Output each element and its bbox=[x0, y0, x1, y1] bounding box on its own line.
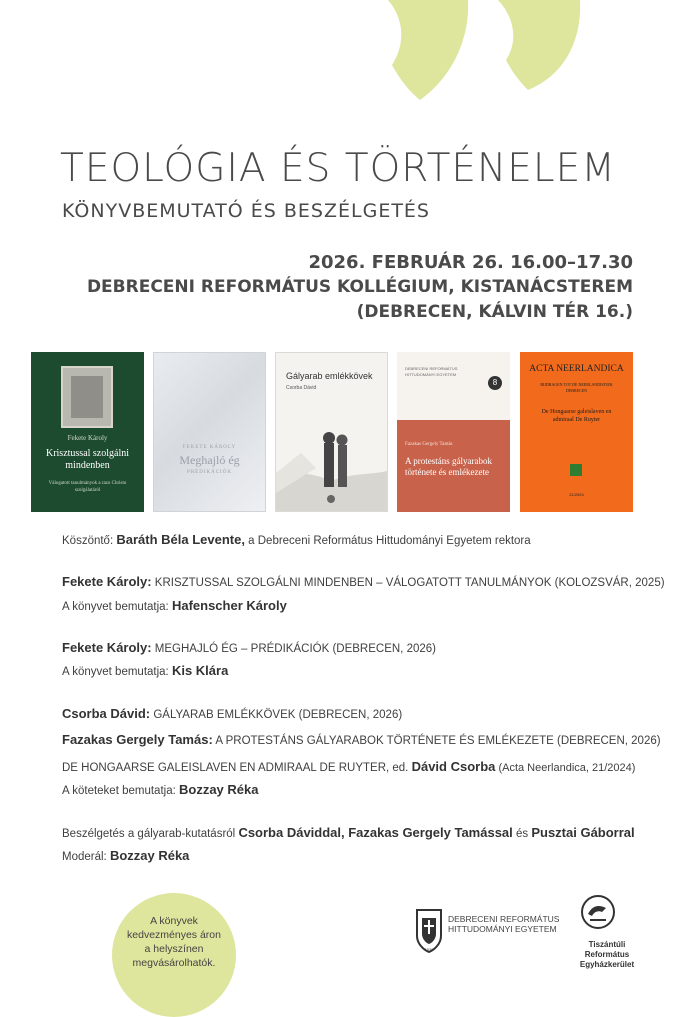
discussion-line bbox=[62, 825, 635, 840]
cover-title: ACTA NEERLANDICA bbox=[529, 364, 624, 374]
presenter-label: A könyvet bemutatja: bbox=[62, 601, 172, 613]
book4-author: Fazakas Gergely Tamás: bbox=[62, 732, 213, 747]
book1-presenter: Hafenscher Károly bbox=[171, 598, 287, 613]
moderator-line bbox=[62, 848, 189, 863]
quote-marks-decoration bbox=[0, 0, 700, 110]
book3-author: Csorba Dávid: bbox=[62, 706, 151, 721]
event-subtitle: KÖNYVBEMUTATÓ ÉS BESZÉLGETÉS bbox=[62, 200, 430, 222]
book1-author: Fekete Károly: bbox=[62, 574, 152, 589]
welcome-speaker-role: a Debreceni Református Hittudományi Egyetem rektora bbox=[244, 535, 531, 547]
book4-title: A PROTESTÁNS GÁLYARABOK TÖRTÉNETE ÉS EMLÉKEZETE (DEBRECEN, 2026) bbox=[212, 735, 661, 747]
cover-author: FEKETE KÁROLY bbox=[182, 445, 237, 450]
discussion-participant: Pusztai Gáborral bbox=[531, 825, 635, 840]
book2-presenter: Kis Klára bbox=[171, 663, 229, 678]
event-details bbox=[87, 250, 633, 325]
book4-line bbox=[62, 732, 661, 747]
book1-presenter-line bbox=[62, 598, 287, 613]
cover-author: Fekete Károly bbox=[67, 434, 108, 442]
book-cover-meghajlo-eg bbox=[153, 352, 266, 512]
cover-subtitle: Válogatott tanulmányok a razo Christo szolgálatáról bbox=[48, 481, 127, 493]
book-cover-krisztussal bbox=[31, 352, 144, 512]
book-cover-galyarab bbox=[275, 352, 388, 512]
presenter-label: A köteteket bemutatja: bbox=[62, 785, 179, 797]
book5-series: (Acta Neerlandica, 21/2024) bbox=[495, 762, 636, 774]
book1-title: KRISZTUSSAL SZOLGÁLNI MINDENBEN – VÁLOGATOTT TANULMÁNYOK (KOLOZSVÁR, 2025) bbox=[151, 577, 665, 589]
discount-note-badge bbox=[112, 893, 236, 1017]
cover-title: Meghajló ég bbox=[179, 453, 240, 467]
book-cover-protestans-galyarabok bbox=[397, 352, 510, 512]
cover-author: Csorba Dávid bbox=[286, 385, 317, 391]
book1-line bbox=[62, 574, 665, 589]
moderator-label: Moderál: bbox=[62, 851, 110, 863]
book5-editor: Dávid Csorba bbox=[411, 759, 496, 774]
statue-photo bbox=[276, 413, 387, 511]
book-covers bbox=[31, 352, 634, 512]
church-district-logo-icon bbox=[580, 894, 616, 930]
book2-title: MEGHAJLÓ ÉG – PRÉDIKÁCIÓK (DEBRECEN, 2026) bbox=[151, 643, 436, 655]
cover-series: BIJDRAGEN TOT DE NEERLANDISTIEK DEBRECEN bbox=[540, 382, 613, 393]
discount-note-text: A könyvek kedvezményes áron a helyszínen megvásárolhatók. bbox=[127, 915, 221, 969]
book2-line bbox=[62, 640, 436, 655]
book2-author: Fekete Károly: bbox=[62, 640, 152, 655]
cover-portrait-image bbox=[61, 366, 113, 428]
welcome-line bbox=[62, 532, 531, 547]
moderator-name: Bozzay Réka bbox=[109, 848, 190, 863]
book3-title: GÁLYARAB EMLÉKKÖVEK (DEBRECEN, 2026) bbox=[150, 709, 403, 721]
books345-presenter: Bozzay Réka bbox=[179, 782, 259, 797]
university-crest-icon bbox=[414, 906, 444, 954]
event-venue: DEBRECENI REFORMÁTUS KOLLÉGIUM, KISTANÁCSTEREM bbox=[86, 277, 633, 297]
cover-title: Krisztussal szolgálni mindenben bbox=[45, 448, 130, 471]
cover-subtitle: PRÉDIKÁCIÓK bbox=[187, 470, 232, 475]
cover-number: 8 bbox=[488, 376, 502, 390]
book5-line bbox=[62, 759, 635, 774]
book5-title: DE HONGAARSE GALEISLAVEN EN ADMIRAAL DE RUYTER, ed. bbox=[62, 762, 412, 774]
book-cover-acta-neerlandica bbox=[520, 352, 633, 512]
book3-line bbox=[62, 706, 402, 721]
discussion-label: Beszélgetés a gályarab-kutatásról bbox=[62, 828, 239, 840]
book2-presenter-line bbox=[62, 663, 228, 678]
presenter-label: A könyvet bemutatja: bbox=[62, 666, 172, 678]
cover-number: 21/2024 bbox=[569, 492, 584, 497]
event-address: (DEBRECEN, KÁLVIN TÉR 16.) bbox=[356, 302, 633, 322]
event-date: 2026. FEBRUÁR 26. 16.00–17.30 bbox=[308, 252, 633, 273]
cover-series: DEBRECENI REFORMÁTUS HITTUDOMÁNYI EGYETEM bbox=[405, 366, 458, 377]
discussion-participants: Csorba Dáviddal, Fazakas Gergely Tamással bbox=[238, 825, 513, 840]
welcome-speaker: Baráth Béla Levente, bbox=[116, 532, 245, 547]
cover-subtitle: De Hongaarse galeislaven en admiraal De Ruyter bbox=[541, 409, 612, 423]
cover-author: Fazakas Gergely Tamás bbox=[405, 442, 453, 447]
cover-title: A protestáns gályarabok története és emlékezete bbox=[405, 456, 492, 477]
crest-year: 1538 bbox=[424, 947, 434, 952]
event-title: TEOLÓGIA ÉS TÖRTÉNELEM bbox=[60, 146, 616, 191]
welcome-label: Köszöntő: bbox=[62, 535, 117, 547]
books345-presenter-line bbox=[62, 782, 258, 797]
church-district-name: Tiszántúli Református Egyházkerület bbox=[579, 940, 635, 969]
university-name: DEBRECENI REFORMÁTUS HITTUDOMÁNYI EGYETEM bbox=[448, 914, 560, 934]
discussion-and: és bbox=[512, 828, 532, 840]
cover-emblem bbox=[570, 464, 582, 476]
cover-title: Gályarab emlékkövek bbox=[286, 371, 373, 381]
